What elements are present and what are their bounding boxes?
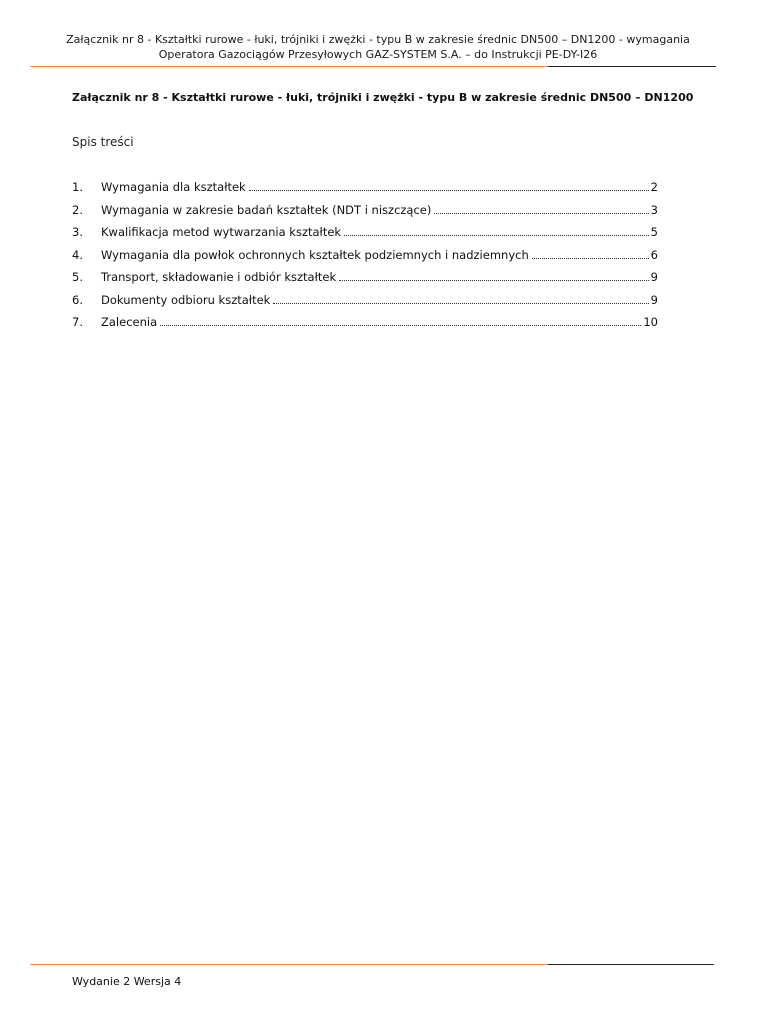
- toc-dot-leader: [249, 189, 649, 191]
- toc-entry-7[interactable]: [72, 315, 658, 338]
- toc-dot-leader: [273, 302, 648, 304]
- footer-rule-orange: [30, 964, 548, 965]
- footer-edition: Wydanie 2 Wersja 4: [72, 975, 182, 988]
- header-line-2: Operatora Gazociągów Przesyłowych GAZ-SYSTEM S.A. – do Instrukcji PE-DY-I26: [158, 48, 598, 61]
- toc-heading: Spis treści: [72, 135, 134, 149]
- document-title: Załącznik nr 8 - Kształtki rurowe - łuki, trójniki i zwężki - typu B w zakresie średnic DN500 – DN1200: [72, 91, 694, 104]
- toc-entry-label: Transport, składowanie i odbiór kształtek: [101, 270, 337, 284]
- toc-dot-leader: [532, 257, 649, 259]
- table-of-contents: [72, 180, 658, 338]
- toc-entry-2[interactable]: [72, 203, 658, 226]
- toc-entry-number: 5.: [72, 270, 83, 284]
- toc-entry-label: Wymagania dla powłok ochronnych kształtek podziemnych i nadziemnych: [101, 247, 529, 262]
- toc-entry-label: Wymagania w zakresie badań kształtek (NDT i niszczące): [101, 202, 432, 217]
- page-header: [40, 32, 716, 62]
- header-rule-orange: [30, 66, 548, 67]
- toc-dot-leader: [344, 234, 649, 236]
- toc-dot-leader: [434, 212, 648, 214]
- toc-entry-number: 1.: [72, 180, 83, 194]
- toc-entry-number: 2.: [72, 202, 83, 217]
- toc-entry-page: 6: [650, 247, 658, 262]
- toc-entry-page: 2: [650, 180, 658, 194]
- toc-entry-number: 7.: [72, 315, 83, 329]
- toc-entry-page: 5: [650, 225, 658, 239]
- toc-dot-leader: [339, 279, 649, 281]
- toc-entry-4[interactable]: [72, 248, 658, 271]
- toc-entry-number: 3.: [72, 225, 83, 239]
- toc-entry-3[interactable]: [72, 225, 658, 248]
- toc-entry-number: 4.: [72, 247, 83, 262]
- footer-rule-dark: [548, 964, 714, 965]
- toc-entry-label: Wymagania dla kształtek: [101, 180, 246, 194]
- toc-entry-label: Dokumenty odbioru kształtek: [101, 292, 271, 307]
- toc-dot-leader: [160, 324, 641, 326]
- toc-entry-label: Kwalifikacja metod wytwarzania kształtek: [101, 225, 342, 239]
- header-rule-dark: [548, 66, 716, 67]
- toc-entry-page: 9: [650, 292, 658, 307]
- toc-entry-page: 3: [650, 202, 658, 217]
- toc-entry-1[interactable]: [72, 180, 658, 203]
- toc-entry-5[interactable]: [72, 270, 658, 293]
- toc-entry-page: 9: [650, 270, 658, 284]
- toc-entry-page: 10: [643, 315, 658, 329]
- toc-entry-number: 6.: [72, 292, 83, 307]
- toc-entry-6[interactable]: [72, 293, 658, 316]
- header-line-1: Załącznik nr 8 - Kształtki rurowe - łuki, trójniki i zwężki - typu B w zakresie średnic DN500 – DN1200 - wymagania: [66, 33, 690, 46]
- toc-entry-label: Zalecenia: [101, 315, 158, 329]
